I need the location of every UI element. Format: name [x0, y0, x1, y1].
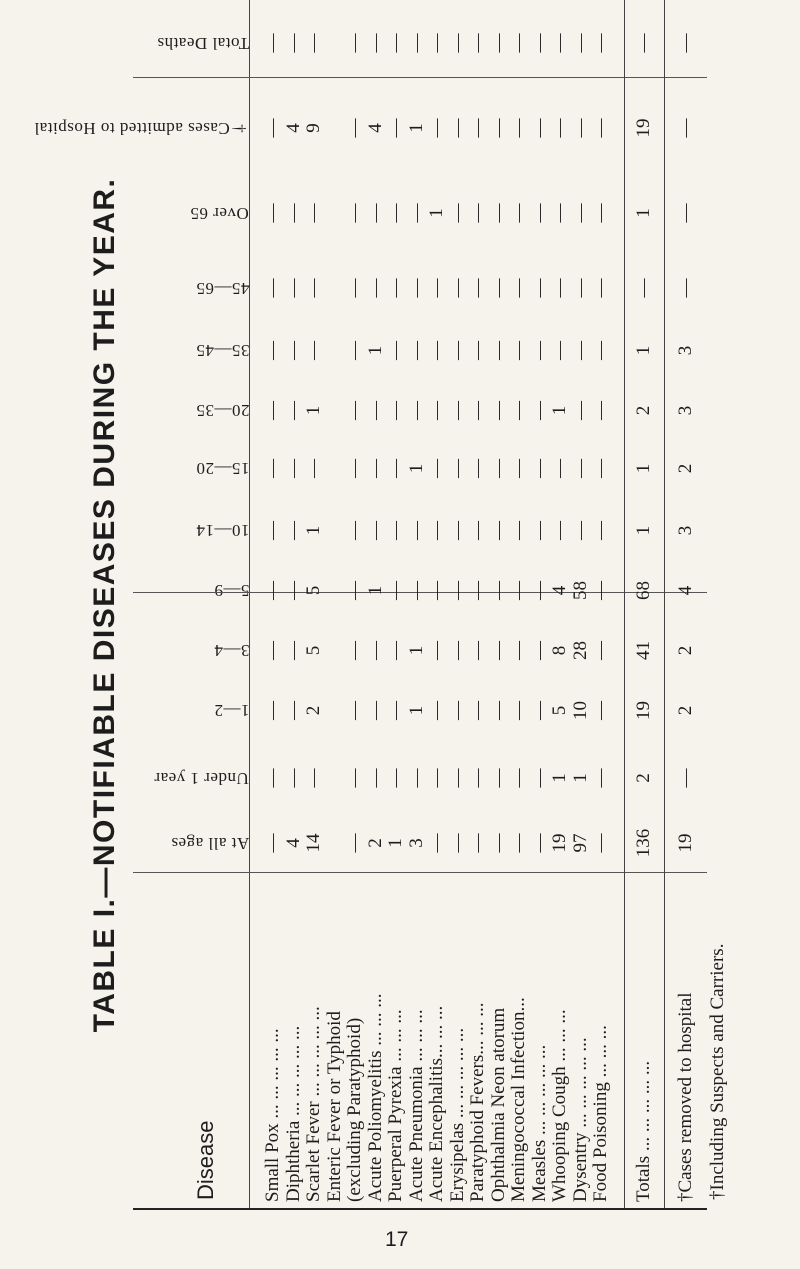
table-cell: 97 — [569, 833, 591, 853]
table-cell: — — [528, 118, 550, 138]
table-cell: 4 — [282, 838, 304, 848]
footnote: †Including Suspects and Carriers. — [707, 943, 728, 1200]
table-cell: — — [344, 521, 365, 540]
table-cell: 2 — [675, 705, 696, 716]
table-cell: — — [405, 278, 427, 298]
table-cell: — — [282, 701, 304, 720]
table-cell: — — [405, 203, 427, 223]
table-cell: — — [528, 768, 550, 788]
table-cell: 1 — [405, 705, 427, 716]
table-cell: 1 — [385, 838, 406, 848]
table-cell: — — [262, 401, 283, 420]
table-cell: — — [262, 641, 283, 660]
table-cell: 10 — [569, 701, 591, 720]
table-cell: — — [426, 521, 447, 540]
table-cell: 1 — [364, 345, 386, 356]
table-cell: — — [508, 833, 529, 853]
table-cell: — — [426, 118, 447, 138]
table-cell: — — [426, 341, 447, 360]
table-cell: — — [569, 401, 591, 420]
table-cell: 136 — [632, 828, 654, 858]
table-cell: 4 — [364, 123, 386, 133]
table-cell: — — [282, 278, 304, 298]
table-cell: — — [426, 278, 447, 298]
table-cell: — — [344, 833, 365, 853]
table-cell: 19 — [632, 118, 654, 138]
table-cell: — — [590, 833, 611, 853]
table-cell: — — [569, 459, 591, 478]
table-cell: — — [569, 33, 591, 53]
table-cell: 19 — [632, 701, 654, 720]
table-cell: — — [262, 521, 283, 540]
table-cell: — — [487, 641, 509, 660]
table-cell: 14 — [303, 833, 324, 853]
table-cell: 8 — [549, 645, 570, 656]
removed-divider — [664, 0, 665, 1208]
table-cell: — — [446, 768, 468, 788]
table-cell: — — [590, 768, 611, 788]
row-label: Totals ... ... ... ... ... — [632, 1060, 654, 1202]
table-cell: 1 — [405, 463, 427, 474]
table-cell: — — [590, 701, 611, 720]
table-cell: — — [426, 768, 447, 788]
table-cell: — — [569, 203, 591, 223]
row-label: Diphtheria ... ... ... ... ... — [282, 1025, 304, 1202]
table-cell: — — [446, 459, 468, 478]
table-cell: — — [549, 33, 570, 53]
table-cell: 1 — [364, 585, 386, 596]
page-number: 17 — [385, 1228, 409, 1251]
table-cell: 1 — [405, 123, 427, 133]
table-cell: — — [528, 833, 550, 853]
table-cell: — — [446, 118, 468, 138]
table-cell: 5 — [549, 705, 570, 716]
table-cell: — — [508, 701, 529, 720]
table-cell: — — [282, 203, 304, 223]
table-cell: — — [467, 278, 488, 298]
table-cell: 41 — [632, 641, 654, 660]
table-cell: 2 — [675, 645, 696, 656]
table-cell: — — [262, 459, 283, 478]
table-cell: — — [590, 641, 611, 660]
table-cell: — — [262, 768, 283, 788]
table-cell: — — [385, 401, 406, 420]
table-cell: — — [405, 768, 427, 788]
table-cell: — — [467, 521, 488, 540]
table-cell: — — [528, 203, 550, 223]
table-cell: 1 — [549, 773, 570, 783]
column-header-label: 35—45 — [195, 341, 249, 361]
table-cell: — — [632, 33, 654, 53]
column-header-label: 10—14 — [195, 521, 249, 541]
table-cell: — — [487, 203, 509, 223]
table-cell: — — [385, 203, 406, 223]
row-label: Puerperal Pyrexia ... ... ... — [385, 1009, 406, 1202]
table-cell: — — [344, 768, 365, 788]
table-cell: — — [385, 521, 406, 540]
table-cell: — — [508, 203, 529, 223]
table-cell: 3 — [675, 345, 696, 356]
table-cell: 2 — [675, 463, 696, 474]
table-cell: — — [508, 341, 529, 360]
table-cell: 1 — [632, 208, 654, 218]
table-cell: — — [405, 33, 427, 53]
table-cell: 2 — [303, 705, 324, 716]
table-cell: — — [590, 33, 611, 53]
table-cell: — — [487, 401, 509, 420]
table-cell: — — [487, 701, 509, 720]
table-cell: — — [569, 521, 591, 540]
table-cell: — — [487, 341, 509, 360]
table-cell: — — [364, 641, 386, 660]
table-cell: — — [282, 459, 304, 478]
table-cell: — — [467, 203, 488, 223]
row-label: Meningococcal Infection... — [508, 997, 529, 1202]
table-cell: — — [262, 118, 283, 138]
table-cell: — — [446, 341, 468, 360]
column-header-label: 5—9 — [213, 581, 249, 601]
table-cell: — — [675, 33, 696, 53]
table-cell: — — [364, 203, 386, 223]
table-cell: 4 — [549, 585, 570, 596]
table-cell: — — [549, 459, 570, 478]
table-cell: 3 — [675, 525, 696, 536]
table-cell: — — [569, 341, 591, 360]
table-cell: — — [303, 459, 324, 478]
table-cell: — — [528, 581, 550, 600]
table-cell: — — [675, 118, 696, 138]
table-cell: — — [446, 521, 468, 540]
table-cell: — — [487, 581, 509, 600]
table-cell: — — [590, 118, 611, 138]
table-cell: 2 — [364, 838, 386, 848]
table-cell: — — [344, 278, 365, 298]
table-cell: — — [590, 521, 611, 540]
table-cell: — — [446, 581, 468, 600]
row-label: Erysipelas ... ... ... ... ... — [446, 1027, 468, 1202]
table-cell: — — [487, 521, 509, 540]
table-cell: — — [282, 768, 304, 788]
table-cell: — — [467, 641, 488, 660]
table-cell: — — [364, 701, 386, 720]
table-cell: — — [262, 203, 283, 223]
table-cell: — — [303, 203, 324, 223]
row-label: Acute Encephalitis... ... ... — [426, 1005, 447, 1202]
table-cell: — — [528, 521, 550, 540]
table-cell: — — [508, 459, 529, 478]
column-header-label: †Cases admitted to Hospital — [33, 118, 249, 138]
table-cell: 5 — [303, 585, 324, 596]
column-header-label: 45—65 — [195, 278, 249, 298]
table-cell: — — [487, 768, 509, 788]
table-cell: — — [405, 521, 427, 540]
table-cell: — — [446, 833, 468, 853]
table-cell: 5 — [303, 645, 324, 656]
table-cell: — — [446, 278, 468, 298]
table-cell: — — [528, 401, 550, 420]
table-cell: — — [262, 833, 283, 853]
table-cell: 1 — [405, 645, 427, 656]
table-cell: — — [487, 118, 509, 138]
table-cell: — — [590, 401, 611, 420]
row-label: Ophthalmia Neon atorum — [487, 1007, 509, 1202]
column-header-label: At all ages — [170, 833, 249, 853]
row-label: (excluding Paratyphoid) — [344, 1017, 365, 1202]
table-cell: — — [344, 401, 365, 420]
table-cell: — — [385, 641, 406, 660]
table-cell: — — [487, 833, 509, 853]
table-cell: 1 — [632, 463, 654, 474]
table-cell: — — [549, 521, 570, 540]
table-cell: — — [467, 118, 488, 138]
table-cell: — — [632, 278, 654, 298]
table-cell: — — [405, 401, 427, 420]
table-cell: 2 — [632, 405, 654, 416]
table-cell: — — [446, 701, 468, 720]
table-cell: — — [426, 641, 447, 660]
table-cell: — — [467, 833, 488, 853]
table-cell: — — [262, 341, 283, 360]
table-cell: 2 — [632, 773, 654, 783]
table-cell: — — [385, 278, 406, 298]
row-label: Acute Pneumonia ... ... ... — [405, 1009, 427, 1202]
table-cell: — — [508, 401, 529, 420]
table-cell: — — [303, 33, 324, 53]
table-cell: 1 — [303, 405, 324, 416]
table-cell: — — [446, 203, 468, 223]
table-cell: — — [364, 278, 386, 298]
table-cell: 58 — [569, 581, 591, 600]
table-cell: — — [487, 278, 509, 298]
table-cell: — — [426, 581, 447, 600]
table-cell: — — [385, 33, 406, 53]
table-cell: — — [344, 581, 365, 600]
table-cell: — — [344, 203, 365, 223]
column-header-label: Under 1 year — [154, 768, 249, 788]
table-cell: — — [282, 33, 304, 53]
table-cell: — — [364, 768, 386, 788]
table-cell: 19 — [549, 833, 570, 853]
table-cell: — — [385, 118, 406, 138]
table-cell: 68 — [632, 581, 654, 600]
table-cell: — — [405, 341, 427, 360]
table-cell: 1 — [426, 208, 447, 218]
table-cell: — — [590, 203, 611, 223]
table-cell: 1 — [632, 525, 654, 536]
row-label: †Cases removed to hospital — [675, 992, 696, 1202]
column-header-label: 20—35 — [195, 401, 249, 421]
table-cell: — — [344, 459, 365, 478]
table-cell: 1 — [569, 773, 591, 783]
table-cell: — — [303, 341, 324, 360]
table-cell: — — [262, 701, 283, 720]
column-header-label: Total Deaths — [156, 33, 249, 53]
row-label: Enteric Fever or Typhoid — [323, 1011, 345, 1202]
table-cell: — — [262, 581, 283, 600]
table-cell: — — [467, 341, 488, 360]
column-header-label: 15—20 — [195, 459, 249, 479]
table-cell: — — [549, 203, 570, 223]
table-cell: — — [549, 278, 570, 298]
table-cell: — — [426, 459, 447, 478]
row-label: Dysentry ... ... ... ... ... — [569, 1037, 591, 1202]
table-cell: — — [446, 33, 468, 53]
table-cell: — — [508, 33, 529, 53]
row-label: Small Pox ... ... ... ... ... — [262, 1028, 283, 1202]
table-cell: — — [590, 278, 611, 298]
table-cell: 3 — [405, 838, 427, 848]
table-cell: — — [282, 521, 304, 540]
table-cell: — — [262, 33, 283, 53]
table-cell: — — [282, 341, 304, 360]
table-cell: 3 — [675, 405, 696, 416]
disease-header: Disease — [193, 1120, 218, 1200]
table-cell: — — [364, 521, 386, 540]
table-cell: — — [426, 33, 447, 53]
table-cell: — — [467, 33, 488, 53]
table-cell: — — [385, 701, 406, 720]
table-cell: — — [282, 581, 304, 600]
column-header-label: 3—4 — [213, 641, 249, 661]
table-cell: — — [467, 401, 488, 420]
table-cell: — — [467, 768, 488, 788]
table-cell: — — [675, 278, 696, 298]
table-cell: — — [467, 459, 488, 478]
table-cell: — — [426, 701, 447, 720]
table-cell: — — [446, 641, 468, 660]
table-cell: — — [385, 341, 406, 360]
table-cell: — — [508, 641, 529, 660]
table-cell: 28 — [569, 641, 591, 660]
table-cell: 19 — [675, 833, 696, 853]
table-cell: 4 — [282, 123, 304, 133]
table-cell: — — [549, 341, 570, 360]
table-cell: — — [303, 278, 324, 298]
table-cell: — — [675, 768, 696, 788]
table-cell: — — [344, 341, 365, 360]
row-label: Food Poisoning ... ... ... — [590, 1025, 611, 1202]
table-cell: — — [508, 768, 529, 788]
table-cell: — — [446, 401, 468, 420]
table-cell: — — [426, 401, 447, 420]
table-cell: — — [344, 701, 365, 720]
table-cell: — — [282, 641, 304, 660]
table-cell: — — [487, 459, 509, 478]
column-header-label: 1—2 — [213, 701, 249, 721]
row-label: Scarlet Fever ... ... ... ... ... — [303, 1006, 324, 1202]
table-cell: — — [364, 459, 386, 478]
table-cell: — — [508, 581, 529, 600]
table-cell: — — [569, 278, 591, 298]
table-cell: — — [364, 401, 386, 420]
table-cell: — — [549, 118, 570, 138]
table-cell: — — [528, 459, 550, 478]
column-header-label: Over 65 — [190, 203, 249, 223]
table-cell: — — [508, 118, 529, 138]
table-cell: — — [528, 33, 550, 53]
table-title: TABLE I.—NOTIFIABLE DISEASES DURING THE YEAR. — [88, 177, 121, 1033]
table-cell: — — [467, 701, 488, 720]
table-cell: — — [344, 641, 365, 660]
table-cell: — — [508, 521, 529, 540]
table-cell: — — [282, 401, 304, 420]
table-cell: 9 — [303, 123, 324, 133]
table-cell: — — [528, 701, 550, 720]
row-label: Measles ... ... ... ... ... — [528, 1044, 550, 1202]
row-label: Acute Poliomyelitis ... ... ... — [364, 993, 386, 1202]
table-cell: 4 — [675, 585, 696, 596]
table-cell: 1 — [632, 345, 654, 356]
table-cell: 1 — [303, 525, 324, 536]
table-cell: — — [405, 581, 427, 600]
table-cell: — — [508, 278, 529, 298]
row-label: Paratyphoid Fevers... ... ... — [467, 1002, 488, 1202]
table-cell: — — [590, 581, 611, 600]
table-cell: — — [528, 341, 550, 360]
table-cell: — — [262, 278, 283, 298]
table-cell: — — [385, 581, 406, 600]
table-cell: — — [364, 33, 386, 53]
table-cell: 1 — [549, 405, 570, 416]
table-cell: — — [385, 459, 406, 478]
table-cell: — — [590, 341, 611, 360]
table-cell: — — [569, 118, 591, 138]
table-cell: — — [426, 833, 447, 853]
table-cell: — — [528, 641, 550, 660]
table-cell: — — [344, 33, 365, 53]
table-cell: — — [487, 33, 509, 53]
table-cell: — — [344, 118, 365, 138]
table-cell: — — [528, 278, 550, 298]
table-cell: — — [675, 203, 696, 223]
row-label: Whooping Cough ... ... ... — [549, 1009, 570, 1202]
table-cell: — — [467, 581, 488, 600]
table-cell: — — [590, 459, 611, 478]
table-cell: — — [303, 768, 324, 788]
table-cell: — — [385, 768, 406, 788]
totals-divider — [624, 0, 625, 1208]
